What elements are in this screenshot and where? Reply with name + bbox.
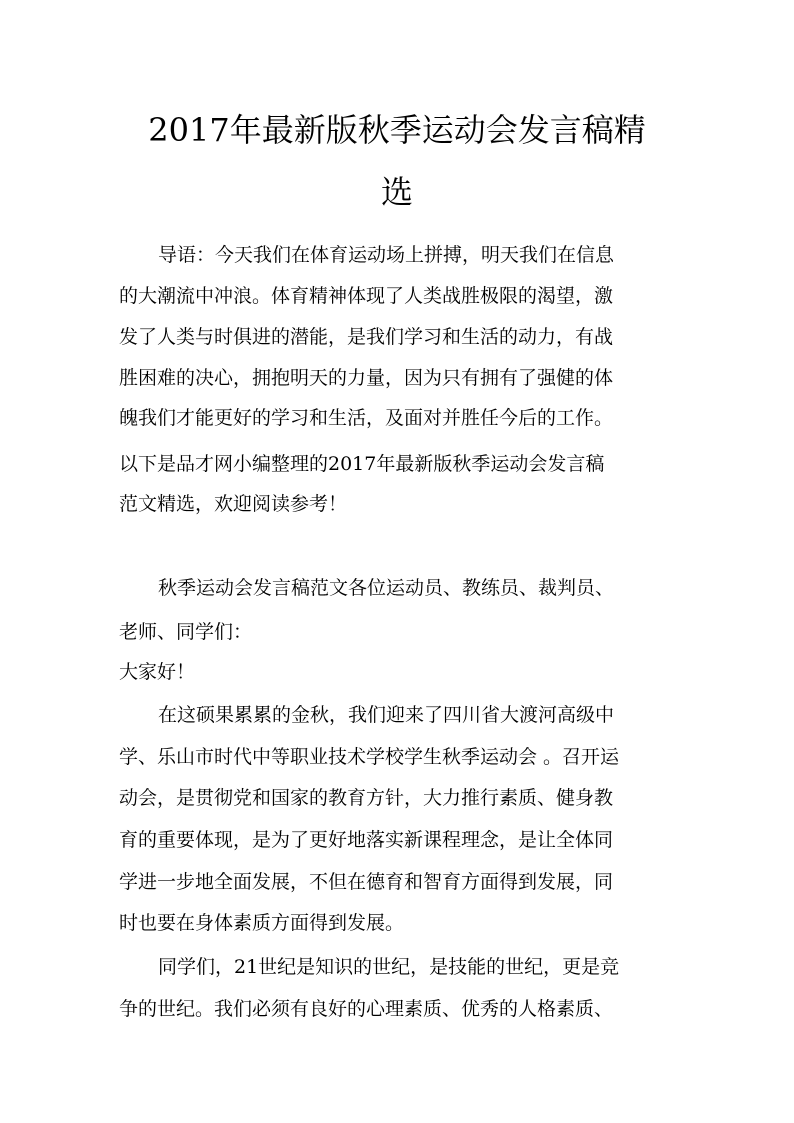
paragraph-line: 在这硕果累累的金秋，我们迎来了四川省大渡河高级中 <box>158 704 615 726</box>
paragraph-line: 时也要在身体素质方面得到发展。 <box>119 912 405 934</box>
paragraph-line: 秋季运动会发言稿范文各位运动员、教练员、裁判员、 <box>158 577 615 599</box>
paragraph-line: 魄我们才能更好的学习和生活，及面对并胜任今后的工作。 <box>119 407 614 429</box>
paragraph-line: 大家好！ <box>119 661 196 683</box>
paragraph-line: 学进一步地全面发展，不但在德育和智育方面得到发展，同 <box>119 871 614 893</box>
paragraph-line: 老师、同学们： <box>119 621 253 643</box>
paragraph-line: 胜困难的决心，拥抱明天的力量，因为只有拥有了强健的体 <box>119 367 614 389</box>
paragraph-line: 以下是品才网小编整理的2017年最新版秋季运动会发言稿 <box>119 453 605 475</box>
paragraph-line: 的大潮流中冲浪。体育精神体现了人类战胜极限的渴望，激 <box>119 285 614 307</box>
paragraph-line: 范文精选，欢迎阅读参考！ <box>119 493 348 515</box>
paragraph-line: 动会，是贯彻党和国家的教育方针，大力推行素质、健身教 <box>119 787 614 809</box>
paragraph-line: 同学们，21世纪是知识的世纪，是技能的世纪，更是竞 <box>158 956 620 978</box>
paragraph-line: 发了人类与时俱进的潜能，是我们学习和生活的动力，有战 <box>119 326 614 348</box>
paragraph-line: 育的重要体现，是为了更好地落实新课程理念，是让全体同 <box>119 829 614 851</box>
paragraph-line: 争的世纪。我们必须有良好的心理素质、优秀的人格素质、 <box>119 998 614 1020</box>
paragraph-line: 学、乐山市时代中等职业技术学校学生秋季运动会 。召开运 <box>119 746 620 768</box>
document-title-line-2: 选 <box>380 173 413 211</box>
paragraph-line: 导语：今天我们在体育运动场上拼搏，明天我们在信息 <box>158 244 615 266</box>
document-title-line-1: 2017年最新版秋季运动会发言稿精 <box>148 111 646 149</box>
